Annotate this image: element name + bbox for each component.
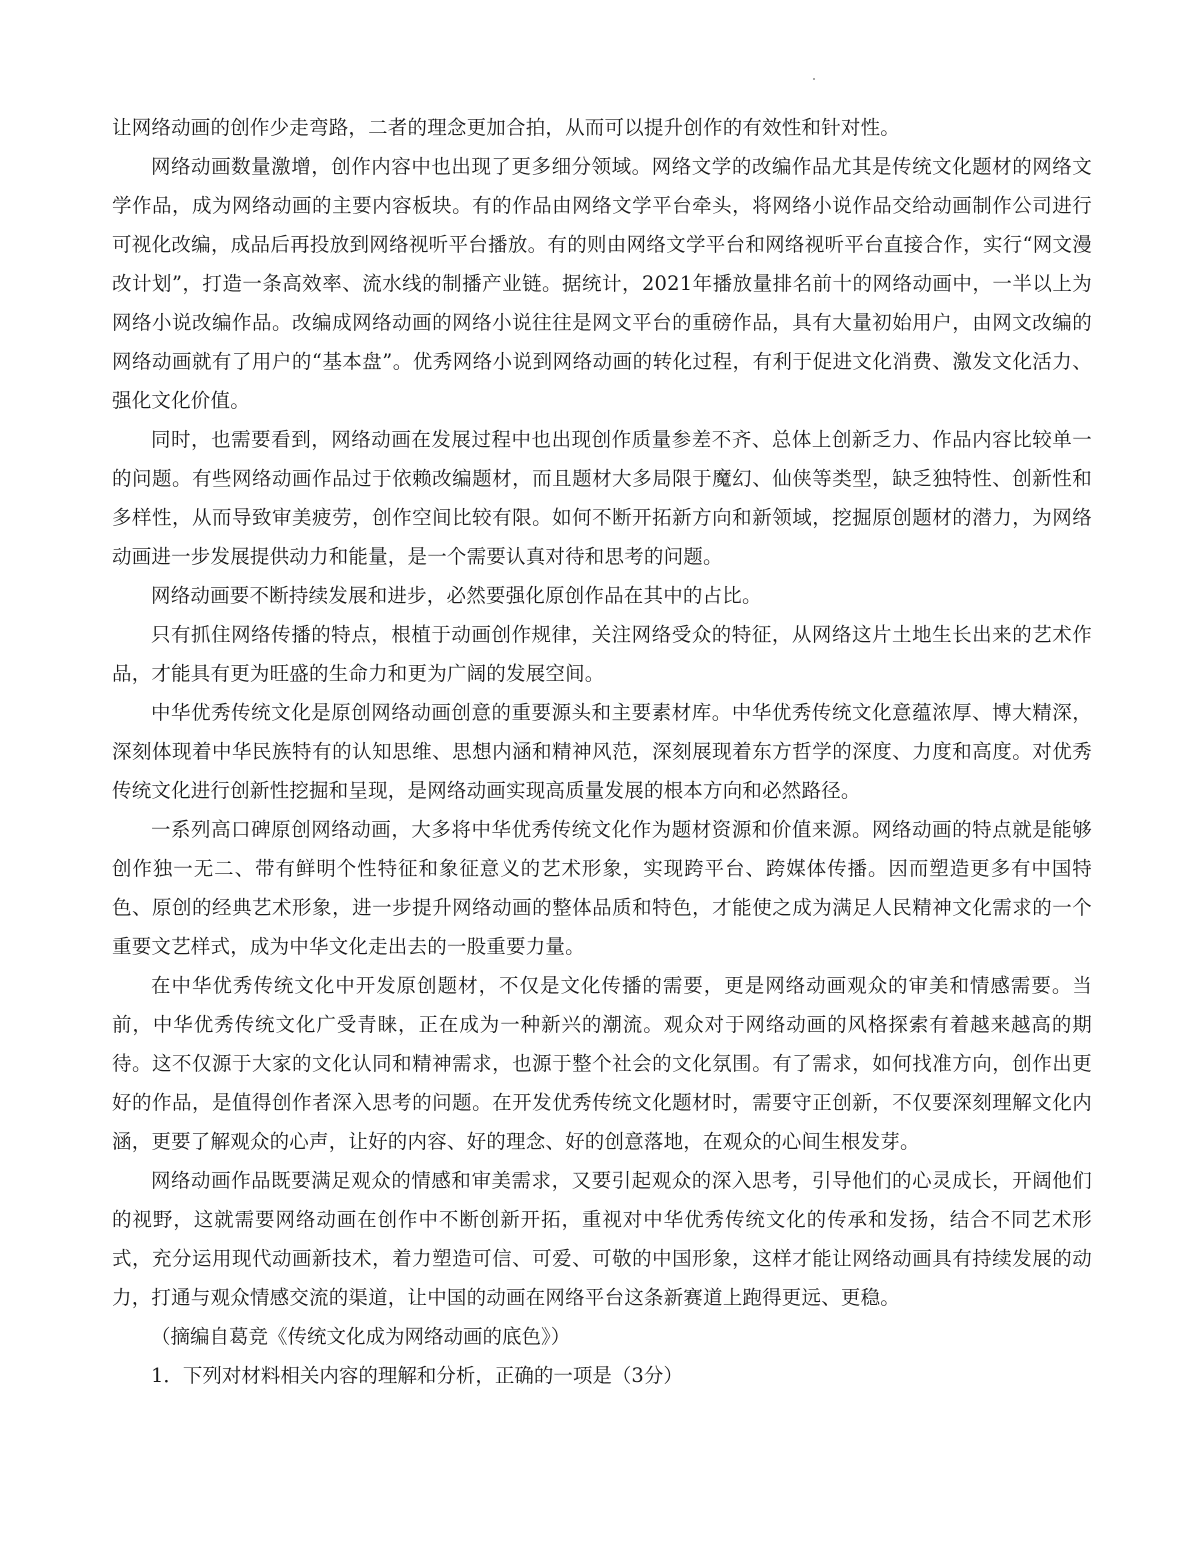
question-1: 1．下列对材料相关内容的理解和分析，正确的一项是（3分） [151, 1364, 683, 1387]
paragraph-7: 一系列高口碑原创网络动画，大多将中华优秀传统文化作为题材资源和价值来源。网络动画的特点就是能够创作独一无二、带有鲜明个性特征和象征意义的艺术形象，实现跨平台、跨媒体传播。因而塑造更多有中国特色、原创的经典艺术形象，进一步提升网络动画的整体品质和特色，才能使之成为满足人民精神文化需求的一个重要文艺样式，成为中华文化走出去的一股重要力量。 [112, 818, 1092, 958]
paragraph-8: 在中华优秀传统文化中开发原创题材，不仅是文化传播的需要，更是网络动画观众的审美和情感需要。当前，中华优秀传统文化广受青睐，正在成为一种新兴的潮流。观众对于网络动画的风格探索有着越来越高的期待。这不仅源于大家的文化认同和精神需求，也源于整个社会的文化氛围。有了需求，如何找准方向，创作出更好的作品，是值得创作者深入思考的问题。在开发优秀传统文化题材时，需要守正创新，不仅要深刻理解文化内涵，更要了解观众的心声，让好的内容、好的理念、好的创意落地，在观众的心间生根发芽。 [112, 974, 1092, 1153]
paragraph-continued: 让网络动画的创作少走弯路，二者的理念更加合拍，从而可以提升创作的有效性和针对性。 [112, 116, 901, 139]
paragraph-2: 网络动画数量激增，创作内容中也出现了更多细分领域。网络文学的改编作品尤其是传统文化题材的网络文学作品，成为网络动画的主要内容板块。有的作品由网络文学平台牵头，将网络小说作品交给动画制作公司进行可视化改编，成品后再投放到网络视听平台播放。有的则由网络文学平台和网络视听平台直接合作，实行“网文漫改计划”，打造一条高效率、流水线的制播产业链。据统计，2021年播放量排名前十的网络动画中，一半以上为网络小说改编作品。改编成网络动画的网络小说往往是网文平台的重磅作品，具有大量初始用户，由网文改编的网络动画就有了用户的“基本盘”。优秀网络小说到网络动画的转化过程，有利于促进文化消费、激发文化活力、强化文化价值。 [112, 155, 1092, 412]
paragraph-5: 只有抓住网络传播的特点，根植于动画创作规律，关注网络受众的特征，从网络这片土地生长出来的艺术作品，才能具有更为旺盛的生命力和更为广阔的发展空间。 [112, 623, 1092, 685]
paragraph-6: 中华优秀传统文化是原创网络动画创意的重要源头和主要素材库。中华优秀传统文化意蕴浓厚、博大精深，深刻体现着中华民族特有的认知思维、思想内涵和精神风范，深刻展现着东方哲学的深度、力度和高度。对优秀传统文化进行创新性挖掘和呈现，是网络动画实现高质量发展的根本方向和必然路径。 [112, 701, 1092, 802]
article-body [112, 108, 1092, 1395]
paragraph-9: 网络动画作品既要满足观众的情感和审美需求，又要引起观众的深入思考，引导他们的心灵成长，开阔他们的视野，这就需要网络动画在创作中不断创新开拓，重视对中华优秀传统文化的传承和发扬，结合不同艺术形式，充分运用现代动画新技术，着力塑造可信、可爱、可敬的中国形象，这样才能让网络动画具有持续发展的动力，打通与观众情感交流的渠道，让中国的动画在网络平台这条新赛道上跑得更远、更稳。 [112, 1169, 1092, 1309]
paragraph-3: 同时，也需要看到，网络动画在发展过程中也出现创作质量参差不齐、总体上创新乏力、作品内容比较单一的问题。有些网络动画作品过于依赖改编题材，而且题材大多局限于魔幻、仙侠等类型，缺乏独特性、创新性和多样性，从而导致审美疲劳，创作空间比较有限。如何不断开拓新方向和新领域，挖掘原创题材的潜力，为网络动画进一步发展提供动力和能量，是一个需要认真对待和思考的问题。 [112, 428, 1092, 568]
scan-dot [813, 78, 815, 80]
paragraph-4: 网络动画要不断持续发展和进步，必然要强化原创作品在其中的占比。 [151, 584, 762, 607]
source-citation: （摘编自葛竞《传统文化成为网络动画的底色》） [151, 1325, 571, 1348]
